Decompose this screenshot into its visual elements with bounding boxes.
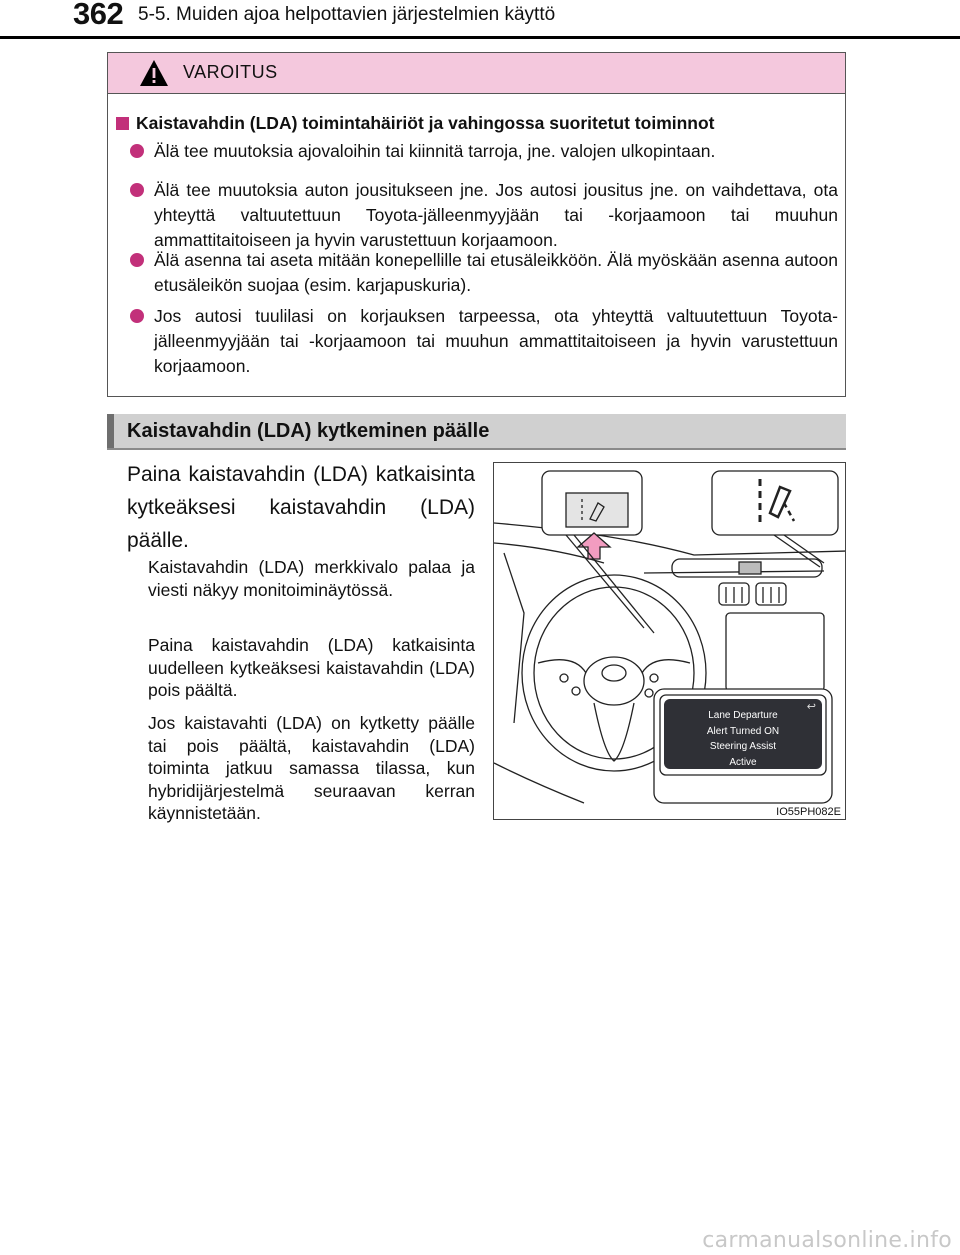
body-paragraph: Jos kaistavahti (LDA) on kytketty päälle tai pois päältä, kaistavahdin (LDA) toiminta jatkuu samassa tilassa, kun hybridijärjestelmä seuraavan kerran käynnistetään. [148, 713, 475, 823]
dashboard-illustration [493, 462, 846, 820]
warning-triangle-icon [139, 59, 169, 87]
warning-header [108, 53, 845, 94]
warning-item-text: Älä tee muutoksia ajovaloihin tai kiinnitä tarroja, jne. valojen ulkopintaan. [154, 141, 716, 161]
screen-line: Steering Assist [709, 741, 777, 752]
figure-code: IO55PH082E [776, 806, 841, 818]
section-accent [107, 414, 114, 448]
round-bullet-icon [130, 183, 144, 197]
body-paragraph: Paina kaistavahdin (LDA) katkaisinta uudelleen kytkeäksesi kaistavahdin (LDA) pois päältä. [148, 635, 475, 700]
warning-item [154, 178, 838, 253]
warning-box [107, 52, 846, 397]
warning-item [154, 304, 838, 379]
warning-item-text: Jos autosi tuulilasi on korjauksen tarpeessa, ota yhteyttä valtuutettuun Toyota-jälleenmyyjään tai -korjaamoon tai muuhun ammattitaitoiseen ja hyvin varustettuun korjaamoon. [154, 306, 838, 376]
round-bullet-icon [130, 253, 144, 267]
page-number: 362 [73, 0, 124, 31]
main-instruction: Paina kaistavahdin (LDA) katkaisinta kytkeäksesi kaistavahdin (LDA) päälle. [127, 463, 475, 552]
round-bullet-icon [130, 309, 144, 323]
watermark: carmanualsonline.info [702, 1228, 952, 1253]
screen-line: Alert Turned ON [706, 725, 780, 737]
warning-item [154, 248, 838, 298]
warning-item-text: Älä asenna tai aseta mitään konepellille tai etusäleikköön. Älä myöskään asenna autoon etusäleikön suojaa (esim. karjapuskuria). [154, 250, 838, 295]
back-arrow-icon: ↩ [806, 701, 816, 713]
multi-information-display [664, 699, 822, 769]
warning-subheading-text: Kaistavahdin (LDA) toimintahäiriöt ja vahingossa suoritetut toiminnot [136, 113, 715, 133]
warning-subheading [116, 113, 715, 134]
section-heading-bar [107, 414, 846, 450]
section-title: Kaistavahdin (LDA) kytkeminen päälle [127, 420, 490, 442]
warning-item [154, 139, 838, 164]
round-bullet-icon [130, 144, 144, 158]
screen-line: Lane Departure [708, 710, 778, 721]
header-divider [0, 36, 960, 39]
warning-label: VAROITUS [183, 62, 278, 82]
screen-line: Active [729, 756, 757, 768]
body-paragraph: Kaistavahdin (LDA) merkkivalo palaa ja viesti näkyy monitoiminäytössä. [148, 557, 475, 600]
warning-item-text: Älä tee muutoksia auton jousitukseen jne. Jos autosi jousitus jne. on vaihdettava, ota yhteyttä valtuutettuun Toyota-jälleenmyyjään tai -korjaamoon tai muuhun ammattitaitoiseen ja hyvin varustettuun korjaamoon. [154, 180, 838, 250]
running-header: 5-5. Muiden ajoa helpottavien järjestelmien käyttö [138, 4, 556, 25]
square-bullet-icon [116, 117, 129, 130]
